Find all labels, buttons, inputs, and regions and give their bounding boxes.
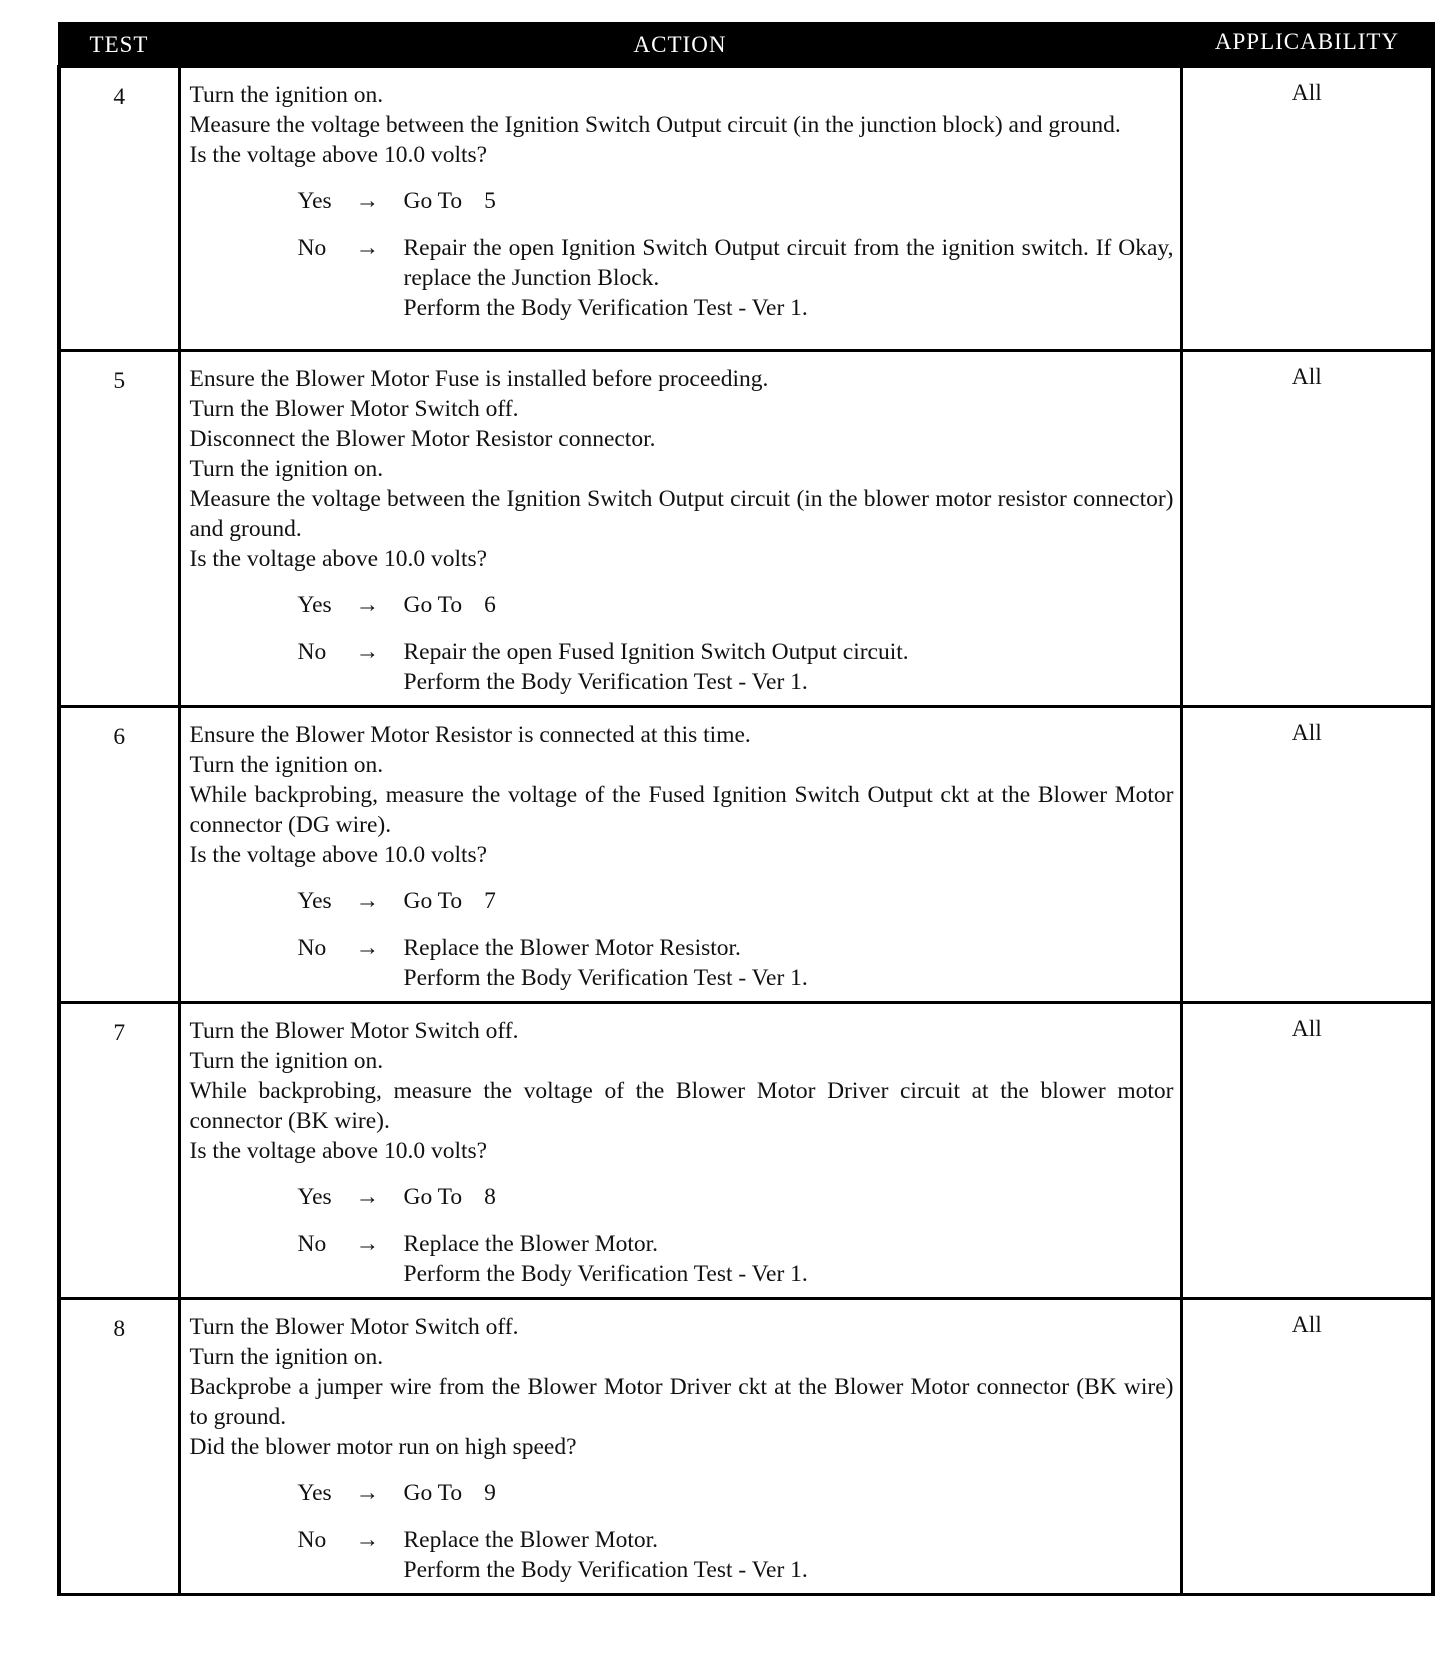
arrow-icon: →: [355, 188, 379, 214]
header-action: ACTION: [179, 24, 1181, 67]
action-step: Is the voltage above 10.0 volts?: [189, 142, 488, 168]
yes-branch: [298, 1478, 1174, 1508]
test-number: 7: [59, 1003, 179, 1299]
arrow-icon: →: [355, 1527, 379, 1553]
no-result-line: Perform the Body Verification Test - Ver 1.: [403, 1557, 808, 1583]
action-step: Backprobe a jumper wire from the Blower Motor Driver ckt at the Blower Motor connector (BK wire) to ground.: [189, 1374, 1174, 1430]
action-step: Turn the ignition on.: [189, 1344, 384, 1370]
action-cell: [179, 351, 1181, 707]
header-test: TEST: [59, 24, 179, 67]
action-step: Turn the Blower Motor Switch off.: [189, 1314, 519, 1340]
no-result: [404, 637, 1174, 697]
diagnostic-table: [57, 22, 1435, 1596]
applicability-value: All: [1181, 1299, 1433, 1595]
no-result-line: Perform the Body Verification Test - Ver 1.: [403, 295, 808, 321]
goto-test-number: 6: [484, 592, 496, 618]
yes-label: Yes: [297, 188, 332, 214]
action-step: Disconnect the Blower Motor Resistor connector.: [189, 426, 656, 452]
action-step: Turn the ignition on.: [189, 456, 384, 482]
action-step: Turn the ignition on.: [189, 82, 384, 108]
arrow-icon: →: [355, 1231, 379, 1257]
arrow-icon: →: [355, 592, 379, 618]
yes-result: [404, 590, 1174, 620]
arrow-icon: →: [355, 888, 379, 914]
header-applicability: APPLICABILITY: [1181, 24, 1433, 67]
diagnostic-sheet: [57, 22, 1431, 1596]
table-row: [59, 67, 1433, 351]
table-header-row: [59, 24, 1433, 67]
no-result-line: Repair the open Ignition Switch Output circuit from the ignition switch. If Okay, replace the Junction Block.: [403, 235, 1174, 291]
no-branch: [298, 1525, 1174, 1585]
goto-test-number: 5: [484, 188, 496, 214]
yes-label: Yes: [297, 592, 332, 618]
goto-label: Go To: [403, 1480, 463, 1506]
test-number: 8: [59, 1299, 179, 1595]
yes-label: Yes: [297, 1480, 332, 1506]
action-step: Turn the Blower Motor Switch off.: [189, 396, 519, 422]
goto-label: Go To: [403, 592, 463, 618]
yes-branch: [298, 1182, 1174, 1212]
table-row: [59, 1299, 1433, 1595]
yes-label: Yes: [297, 888, 332, 914]
test-number: 4: [59, 67, 179, 351]
action-step: Turn the Blower Motor Switch off.: [189, 1018, 519, 1044]
applicability-value: All: [1181, 1003, 1433, 1299]
arrow-icon: →: [355, 935, 379, 961]
arrow-icon: →: [355, 639, 379, 665]
action-cell: [179, 1003, 1181, 1299]
no-label: No: [297, 1527, 327, 1553]
arrow-icon: →: [355, 1184, 379, 1210]
action-step: While backprobing, measure the voltage of the Fused Ignition Switch Output ckt at the Blower Motor connector (DG wire).: [189, 782, 1174, 838]
no-result-line: Replace the Blower Motor Resistor.: [403, 935, 741, 961]
no-label: No: [297, 235, 327, 261]
table-body: [59, 67, 1433, 1595]
action-step: Turn the ignition on.: [189, 752, 384, 778]
no-branch: [298, 637, 1174, 697]
no-result-line: Replace the Blower Motor.: [403, 1527, 659, 1553]
test-number: 5: [59, 351, 179, 707]
yes-result: [404, 1182, 1174, 1212]
yes-result: [404, 186, 1174, 216]
no-result-line: Replace the Blower Motor.: [403, 1231, 659, 1257]
no-result: [404, 933, 1174, 993]
action-cell: [179, 1299, 1181, 1595]
arrow-icon: →: [355, 235, 379, 261]
table-row: [59, 707, 1433, 1003]
action-step: Is the voltage above 10.0 volts?: [189, 1138, 488, 1164]
action-step: While backprobing, measure the voltage of the Blower Motor Driver circuit at the blower motor connector (BK wire).: [189, 1078, 1174, 1134]
action-step: Measure the voltage between the Ignition Switch Output circuit (in the junction block) and ground.: [189, 112, 1121, 138]
action-step: Measure the voltage between the Ignition Switch Output circuit (in the blower motor resistor connector) and ground.: [189, 486, 1174, 542]
yes-branch: [298, 886, 1174, 916]
goto-test-number: 9: [484, 1480, 496, 1506]
action-step: Is the voltage above 10.0 volts?: [189, 546, 488, 572]
goto-label: Go To: [403, 888, 463, 914]
applicability-value: All: [1181, 707, 1433, 1003]
yes-branch: [298, 590, 1174, 620]
yes-result: [404, 1478, 1174, 1508]
table-row: [59, 1003, 1433, 1299]
applicability-value: All: [1181, 67, 1433, 351]
no-result: [404, 233, 1174, 323]
goto-label: Go To: [403, 1184, 463, 1210]
action-step: Ensure the Blower Motor Fuse is installed before proceeding.: [189, 366, 769, 392]
no-result-line: Repair the open Fused Ignition Switch Output circuit.: [403, 639, 909, 665]
action-cell: [179, 707, 1181, 1003]
no-result-line: Perform the Body Verification Test - Ver 1.: [403, 669, 808, 695]
no-result: [404, 1229, 1174, 1289]
test-number: 6: [59, 707, 179, 1003]
arrow-icon: →: [355, 1480, 379, 1506]
yes-result: [404, 886, 1174, 916]
action-step: Ensure the Blower Motor Resistor is connected at this time.: [189, 722, 751, 748]
no-branch: [298, 1229, 1174, 1289]
no-result-line: Perform the Body Verification Test - Ver 1.: [403, 1261, 808, 1287]
goto-label: Go To: [403, 188, 463, 214]
yes-branch: [298, 186, 1174, 216]
action-step: Turn the ignition on.: [189, 1048, 384, 1074]
action-cell: [179, 67, 1181, 351]
no-result-line: Perform the Body Verification Test - Ver 1.: [403, 965, 808, 991]
yes-label: Yes: [297, 1184, 332, 1210]
goto-test-number: 8: [484, 1184, 496, 1210]
no-branch: [298, 233, 1174, 323]
no-result: [404, 1525, 1174, 1585]
no-label: No: [297, 1231, 327, 1257]
action-step: Did the blower motor run on high speed?: [189, 1434, 577, 1460]
no-label: No: [297, 935, 327, 961]
no-branch: [298, 933, 1174, 993]
no-label: No: [297, 639, 327, 665]
table-row: [59, 351, 1433, 707]
goto-test-number: 7: [484, 888, 496, 914]
applicability-value: All: [1181, 351, 1433, 707]
action-step: Is the voltage above 10.0 volts?: [189, 842, 488, 868]
